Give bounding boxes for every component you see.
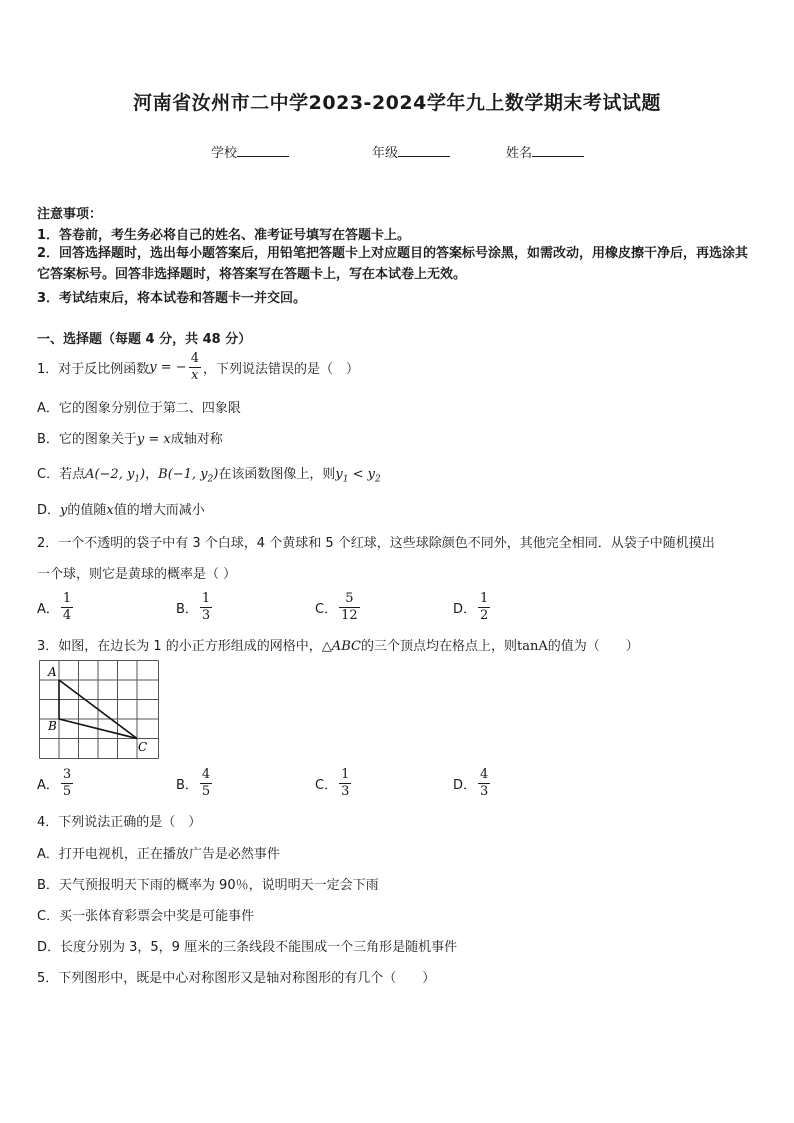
vertex-label-c: C xyxy=(138,740,148,754)
note-item-1: 1．答卷前，考生务必将自己的姓名、准考证号填写在答题卡上。 xyxy=(37,228,411,243)
q4-option-b: B．天气预报明天下雨的概率为 90％，说明明天一定会下雨 xyxy=(37,878,379,893)
school-label: 学校 xyxy=(211,146,238,161)
q3-option-b: B． $\frac{4}{5}$ xyxy=(176,766,211,799)
q1-stem xyxy=(37,348,359,386)
q2-option-d: D． $\frac{1}{2}$ xyxy=(453,590,489,623)
q3-option-a: A． $\frac{3}{5}$ xyxy=(37,766,72,799)
grid-svg xyxy=(39,660,159,760)
q3-stem: 3．如图，在边长为 1 的小正方形组成的网格中，△ABC的三个顶点均在格点上，则tanA的值为（ ） xyxy=(37,639,639,654)
notes-heading: 注意事项： xyxy=(37,207,103,222)
q1-function-lhs: y = − xyxy=(149,359,187,375)
q1-option-a: A．它的图象分别位于第二、四象限 xyxy=(37,401,241,416)
vertex-label-b: B xyxy=(48,719,57,733)
q4-option-d: D．长度分别为 3，5，9 厘米的三条线段不能围成一个三角形是随机事件 xyxy=(37,940,458,955)
q1-option-c: C．若点A(−2, $y_1$)，B(−1, $y_2$)在该函数图像上，则$y_1 < y_2$ xyxy=(37,467,381,485)
q2-stem-line1: 2．一个不透明的袋子中有 3 个白球，4 个黄球和 5 个红球，这些球除颜色不同外，其他完全相同．从袋子中随机摸出 xyxy=(37,536,715,551)
q3-option-c: C． $\frac{1}{3}$ xyxy=(315,766,350,799)
q1-function-fraction: $\frac{4}{x}$ xyxy=(190,350,199,383)
q2-stem-line2: 一个球，则它是黄球的概率是（ ） xyxy=(37,567,237,582)
vertex-label-a: A xyxy=(48,665,57,679)
q4-option-c: C．买一张体育彩票会中奖是可能事件 xyxy=(37,909,255,924)
q1-suffix: ，下列说法错误的是（ ） xyxy=(202,361,359,377)
note-item-2: 2．回答选择题时，选出每小题答案后，用铅笔把答题卡上对应题目的答案标号涂黑，如需改动，用橡皮擦干净后，再选涂其它答案标号。回答非选择题时，将答案写在答题卡上，写在本试卷上无效。 xyxy=(37,246,749,282)
note-item-3: 3．考试结束后，将本试卷和答题卡一并交回。 xyxy=(37,291,307,306)
q4-option-a: A．打开电视机，正在播放广告是必然事件 xyxy=(37,847,280,862)
q3-option-d: D． $\frac{4}{3}$ xyxy=(453,766,489,799)
q2-option-c: C． $\frac{5}{12}$ xyxy=(315,590,358,623)
grade-field xyxy=(372,142,450,161)
q4-stem: 4．下列说法正确的是（ ） xyxy=(37,815,202,830)
school-field xyxy=(211,142,289,161)
page-title: 河南省汝州市二中学2023-2024学年九上数学期末考试试题 xyxy=(133,92,661,114)
grade-label: 年级 xyxy=(372,146,399,161)
q5-stem: 5．下列图形中，既是中心对称图形又是轴对称图形的有几个（ ） xyxy=(37,971,436,986)
q1-prefix: 1．对于反比例函数 xyxy=(37,361,150,377)
q1-option-d: D．y的值随x值的增大而减小 xyxy=(37,503,205,518)
q1-option-b: B．它的图象关于y = x成轴对称 xyxy=(37,432,223,447)
q2-option-b: B． $\frac{1}{3}$ xyxy=(176,590,211,623)
q2-option-a: A． $\frac{1}{4}$ xyxy=(37,590,72,623)
name-field xyxy=(506,142,584,161)
name-label: 姓名 xyxy=(506,146,533,161)
section-heading: 一、选择题（每题 4 分，共 48 分） xyxy=(37,332,252,347)
q3-grid-figure xyxy=(39,660,159,760)
